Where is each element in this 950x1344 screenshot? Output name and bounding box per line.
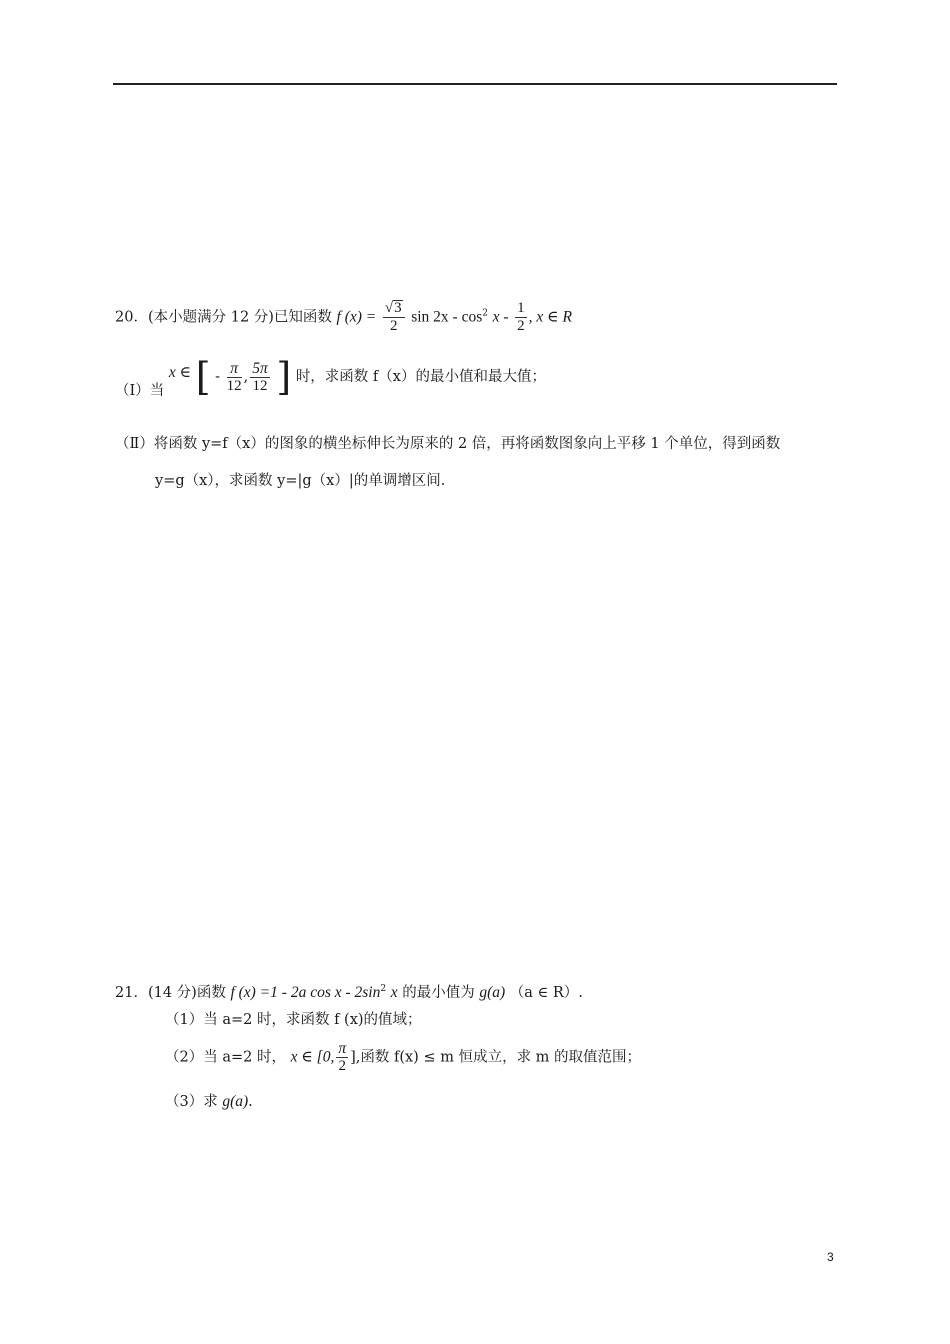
- q21-prefix: 21．(14 分)函数: [115, 985, 226, 1001]
- q21-sub3-b: .: [248, 1094, 253, 1110]
- part1-frac-a: $\frac{\pi}{12}$: [226, 359, 242, 394]
- q21-sub2-b: ],函数 f(x) ≤ m 恒成立，求 m 的取值范围；: [350, 1049, 642, 1066]
- question-20: [115, 300, 572, 335]
- q21-g: g(a): [479, 984, 506, 1001]
- q21-sub2-a: （2）当 a=2 时，: [165, 1049, 286, 1066]
- q20-func: f (x) =: [336, 308, 377, 326]
- part1-label: （Ⅰ）当: [115, 383, 165, 399]
- part1-comma: ,: [243, 369, 249, 385]
- q20-frac-half: $\frac{1}{2}$: [517, 300, 525, 334]
- part1-xin: x ∈: [168, 364, 192, 381]
- q20-sup: 2: [482, 308, 488, 319]
- q21-sub3-a: （3）求: [165, 1094, 218, 1110]
- part1-frac-b: $\frac{5\pi}{12}$: [252, 359, 268, 394]
- q21-sup: 2: [380, 984, 387, 994]
- header-rule: [113, 83, 837, 85]
- q20-term2: x -: [492, 308, 509, 326]
- q21-mid: 的最小值为: [402, 985, 475, 1001]
- part1-text: 时，求函数 f（x）的最小值和最大值；: [295, 369, 546, 385]
- q21-sub3: [165, 1092, 253, 1112]
- part1-left-bracket: [: [195, 355, 211, 399]
- part1-right-bracket: ]: [276, 355, 292, 399]
- q21-sub2-frac: $\frac{\pi}{2}$: [338, 1040, 347, 1074]
- q20-domain: , x ∈ R: [528, 308, 572, 326]
- q21-cond: （a ∈ R）.: [509, 985, 583, 1001]
- question-21: [115, 979, 583, 1003]
- page-number: 3: [827, 1250, 834, 1264]
- q21-sub2: [165, 1040, 641, 1075]
- q20-part2-line2: y=g（x），求函数 y=|g（x）|的单调增区间.: [155, 473, 446, 489]
- q21-expr2: x: [390, 984, 398, 1001]
- part1-minus: -: [215, 369, 221, 385]
- q21-sub3-g: g(a): [222, 1093, 249, 1110]
- q21-sub1: （1）当 a=2 时，求函数 f (x)的值域；: [165, 1012, 422, 1028]
- q21-expr: f (x) =1 - 2a cos x - 2sin: [230, 984, 381, 1001]
- q20-frac-sqrt3-over-2: $\frac{√3}{2}$: [383, 300, 405, 335]
- q21-sub2-x: x ∈ [0,: [290, 1048, 335, 1066]
- q20-term1: sin 2x - cos: [411, 308, 483, 326]
- q20-prefix: 20．(本小题满分 12 分)已知函数: [115, 309, 332, 326]
- q20-part2-line1: （Ⅱ）将函数 y=f（x）的图象的横坐标伸长为原来的 2 倍，再将函数图象向上平移 1 个单位，得到函数: [115, 436, 781, 452]
- q20-part1: [115, 355, 546, 399]
